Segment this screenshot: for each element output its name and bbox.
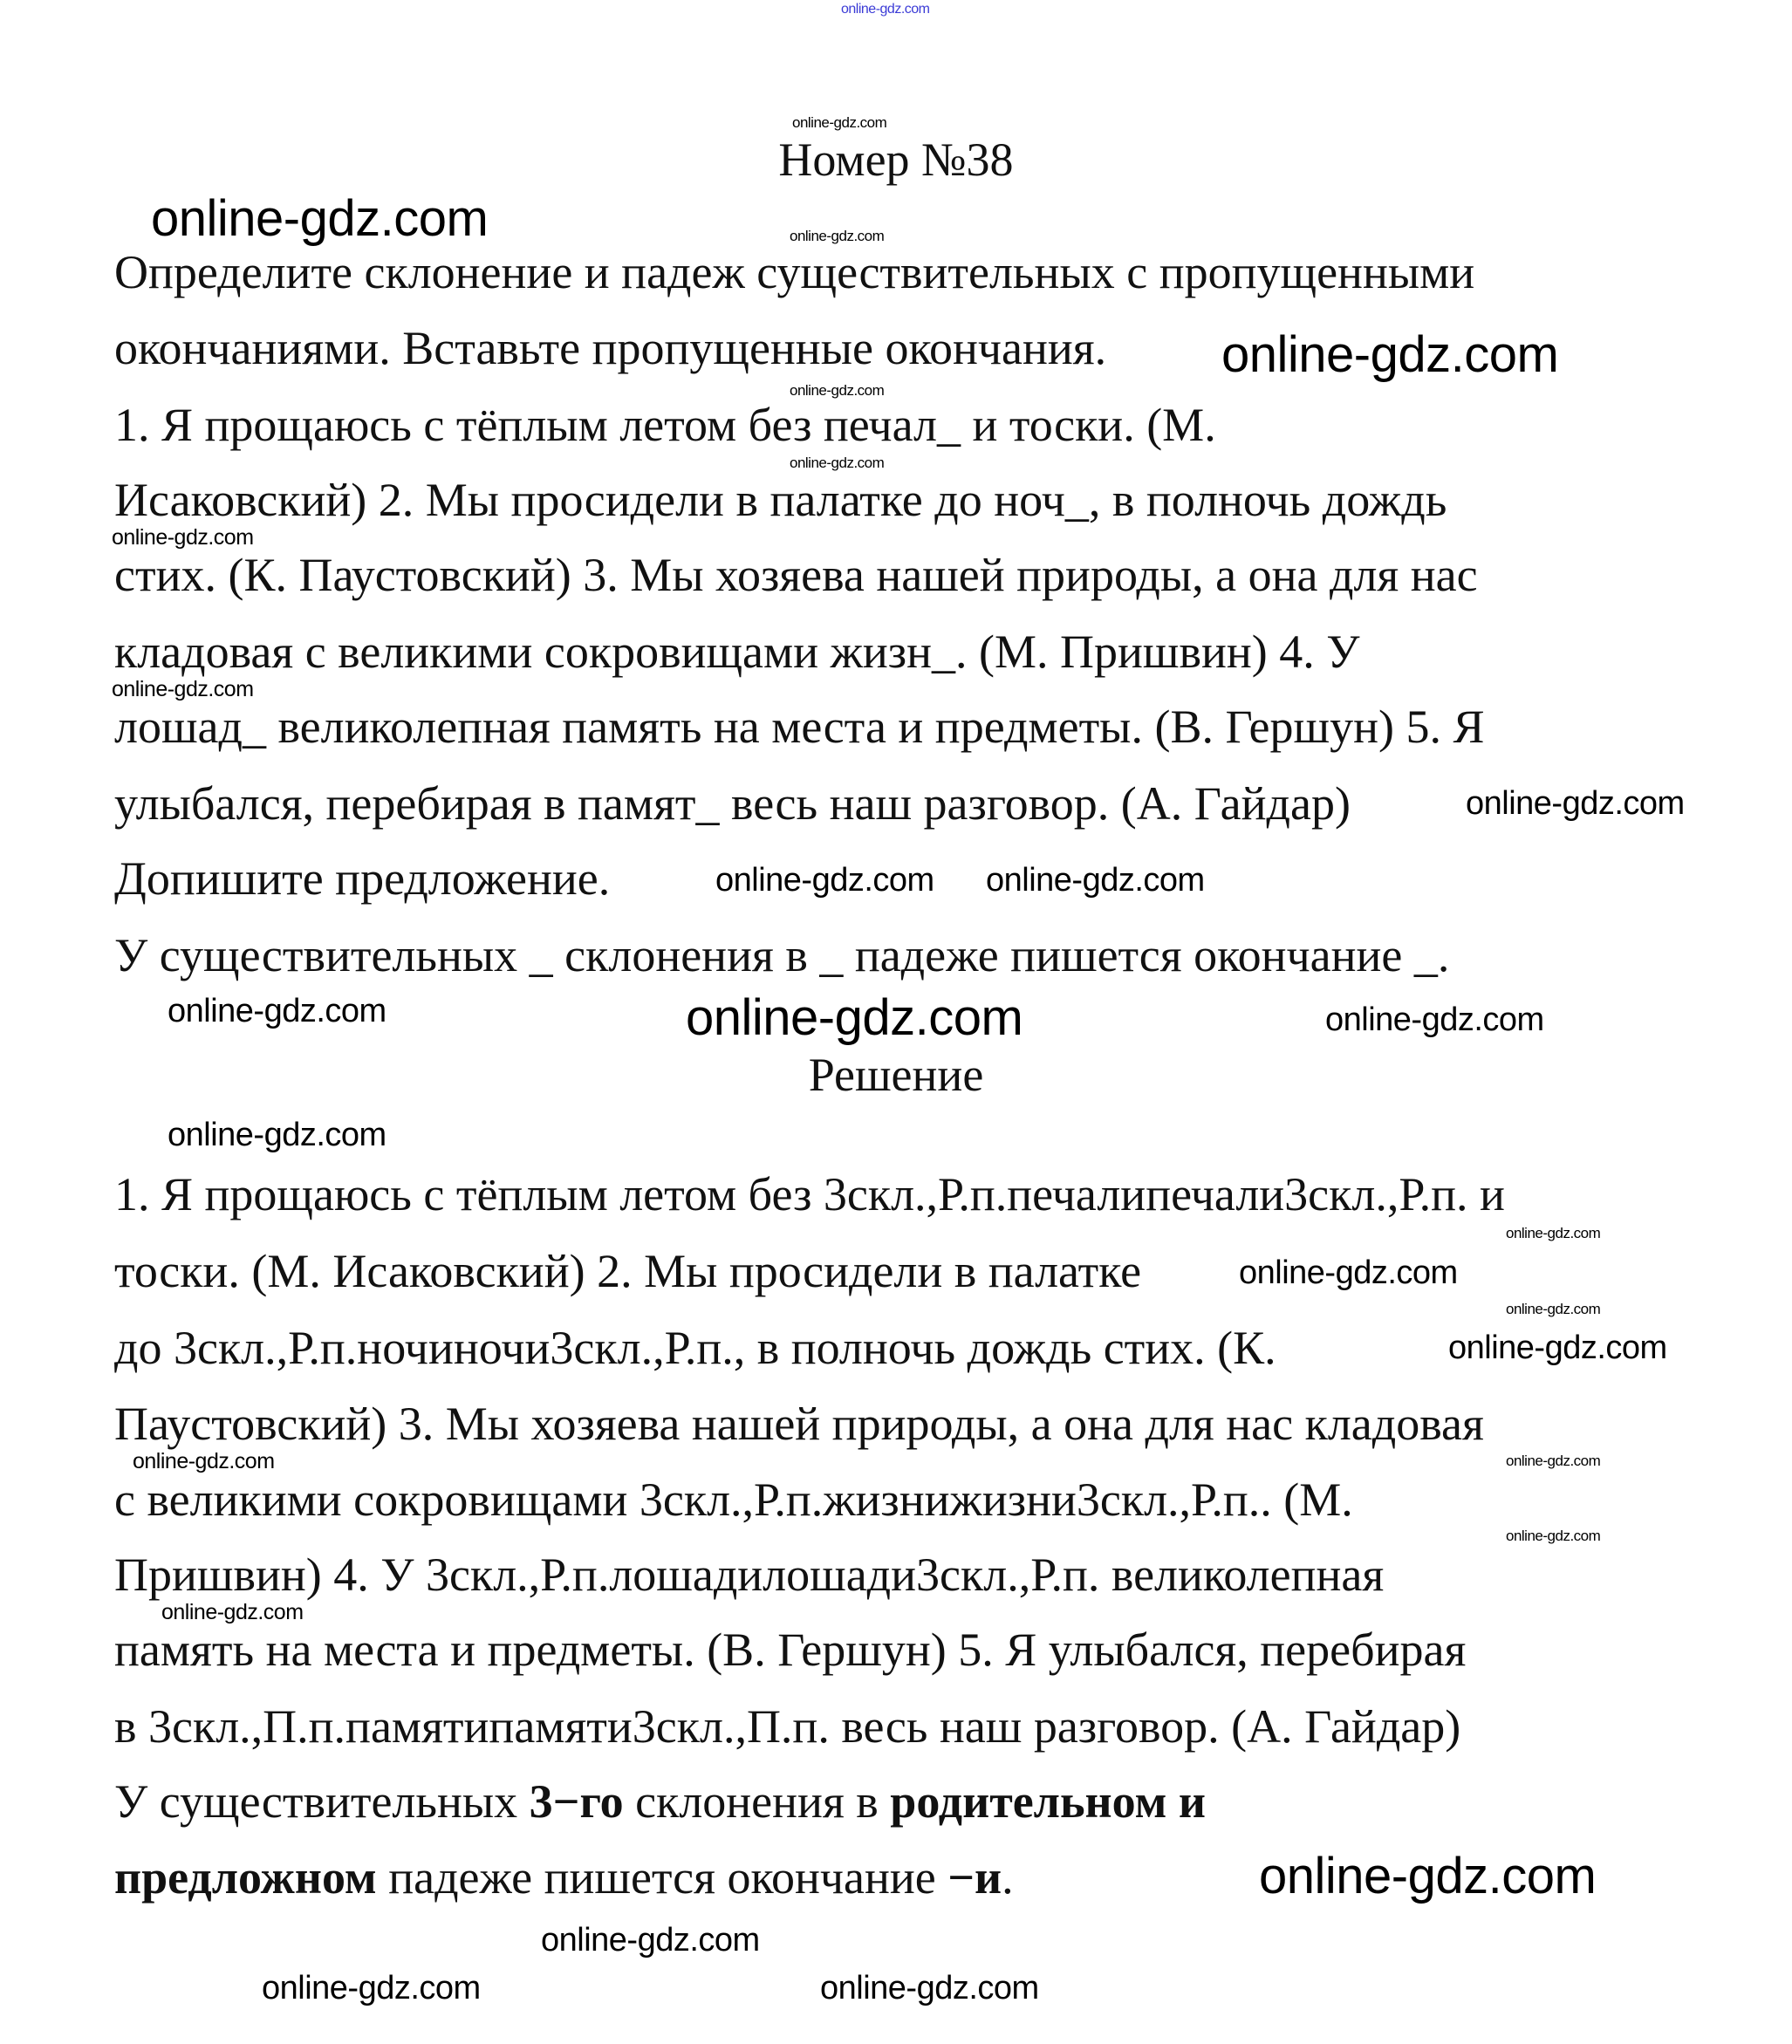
bold-text: предложном	[114, 1851, 377, 1904]
watermark: online-gdz.com	[133, 1449, 275, 1473]
watermark: online-gdz.com	[161, 1600, 304, 1624]
watermark: online-gdz.com	[841, 2, 930, 17]
watermark: online-gdz.com	[792, 114, 887, 131]
text: склонения в	[623, 1775, 891, 1828]
task-line: Допишите предложение.	[114, 852, 611, 905]
text: .	[1002, 1851, 1014, 1904]
bold-text: родительном и	[890, 1775, 1207, 1828]
solution-line: с великими сокровищами 3скл.,Р.п.жизнижизни3скл.,Р.п.. (М.	[114, 1473, 1353, 1526]
watermark: online-gdz.com	[541, 1922, 760, 1959]
solution-line: Паустовский) 3. Мы хозяева нашей природы, а она для нас кладовая	[114, 1398, 1484, 1450]
solution-line: память на места и предметы. (В. Гершун) 5. Я улыбался, перебирая	[114, 1624, 1467, 1676]
watermark: online-gdz.com	[1506, 1528, 1601, 1544]
watermark: online-gdz.com	[820, 1970, 1039, 2006]
watermark: online-gdz.com	[1466, 785, 1685, 822]
watermark: online-gdz.com	[1506, 1301, 1601, 1317]
watermark: online-gdz.com	[151, 190, 489, 247]
task-line: окончаниями. Вставьте пропущенные окончания.	[114, 322, 1107, 374]
task-line: 1. Я прощаюсь с тёплым летом без печал_ и тоски. (М.	[114, 399, 1216, 451]
watermark: online-gdz.com	[112, 677, 254, 701]
text: У существительных	[114, 1775, 530, 1828]
watermark: online-gdz.com	[686, 989, 1023, 1046]
conclusion-line	[114, 1851, 1014, 1904]
watermark: online-gdz.com	[986, 862, 1205, 899]
bold-text: 3−го	[529, 1775, 624, 1828]
watermark: online-gdz.com	[1325, 1001, 1544, 1038]
watermark: online-gdz.com	[1506, 1453, 1601, 1469]
task-line: кладовая с великими сокровищами жизн_. (М. Пришвин) 4. У	[114, 626, 1360, 678]
conclusion-line	[114, 1775, 1207, 1828]
task-line: улыбался, перебирая в памят_ весь наш разговор. (А. Гайдар)	[114, 777, 1351, 830]
solution-line: тоски. (М. Исаковский) 2. Мы просидели в палатке	[114, 1245, 1142, 1297]
solution-line: Пришвин) 4. У 3скл.,Р.п.лошадилошади3скл.,Р.п. великолепная	[114, 1548, 1385, 1601]
watermark: online-gdz.com	[1239, 1254, 1458, 1291]
bold-text: −и	[947, 1851, 1002, 1904]
watermark: online-gdz.com	[1221, 326, 1559, 383]
watermark: online-gdz.com	[790, 382, 885, 399]
task-line: У существительных _ склонения в _ падеже пишется окончание _.	[114, 929, 1450, 981]
watermark: online-gdz.com	[168, 993, 386, 1029]
watermark: online-gdz.com	[1506, 1225, 1601, 1241]
text: падеже пишется окончание	[376, 1851, 948, 1904]
page-title: Номер №38	[778, 133, 1014, 186]
watermark: online-gdz.com	[112, 525, 254, 550]
watermark: online-gdz.com	[790, 455, 885, 471]
task-line: Исаковский) 2. Мы просидели в палатке до ноч_, в полночь дождь	[114, 474, 1447, 526]
watermark: online-gdz.com	[715, 862, 934, 899]
watermark: online-gdz.com	[1448, 1330, 1667, 1366]
watermark: online-gdz.com	[168, 1117, 386, 1153]
solution-line: в 3скл.,П.п.памятипамяти3скл.,П.п. весь наш разговор. (А. Гайдар)	[114, 1700, 1461, 1753]
watermark: online-gdz.com	[1259, 1848, 1597, 1904]
solution-line: до 3скл.,Р.п.ночиночи3скл.,Р.п., в полночь дождь стих. (К.	[114, 1322, 1276, 1374]
task-line: стих. (К. Паустовский) 3. Мы хозяева нашей природы, а она для нас	[114, 549, 1478, 601]
watermark: online-gdz.com	[262, 1970, 481, 2006]
solution-line: 1. Я прощаюсь с тёплым летом без 3скл.,Р.п.печалипечали3скл.,Р.п. и	[114, 1168, 1505, 1220]
watermark: online-gdz.com	[790, 228, 885, 244]
task-line: Определите склонение и падеж существительных с пропущенными	[114, 246, 1475, 298]
solution-heading: Решение	[808, 1049, 984, 1101]
task-line: лошад_ великолепная память на места и предметы. (В. Гершун) 5. Я	[114, 701, 1485, 753]
